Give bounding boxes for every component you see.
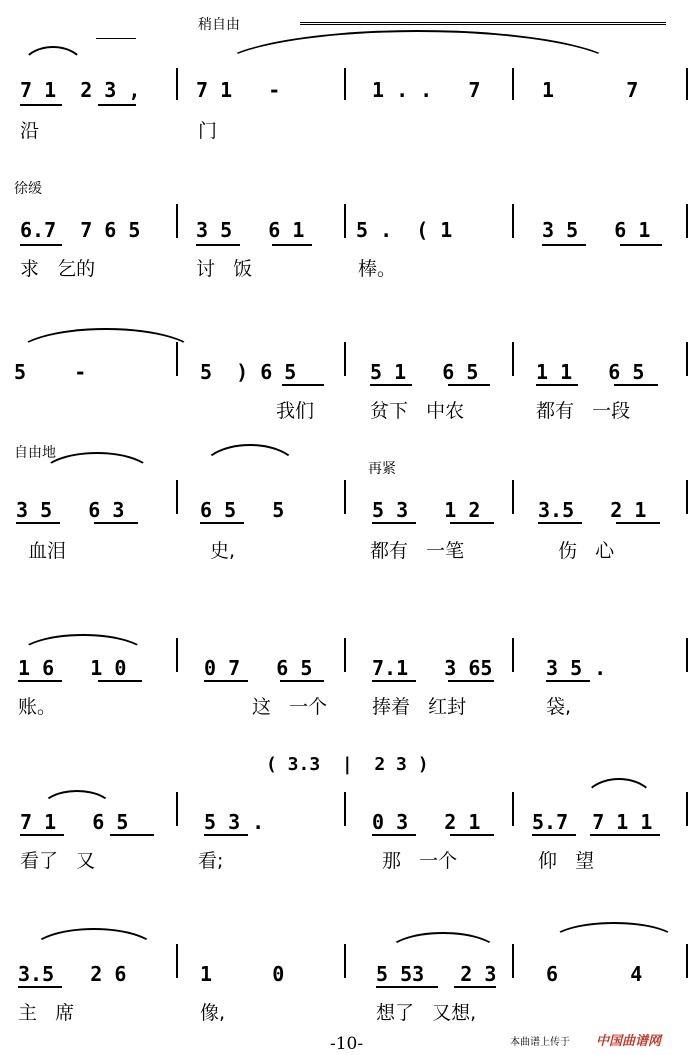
notes-measure: 7.1 3 65 <box>372 656 493 680</box>
beam <box>376 986 438 988</box>
lyric: 血泪 <box>28 540 67 562</box>
notes-measure: 1 1 6 5 <box>536 360 645 384</box>
notes-measure: 7 1 2 3 , <box>20 78 141 102</box>
beam <box>370 384 412 386</box>
lyric: 这 一个 <box>252 696 328 718</box>
beam <box>280 680 324 682</box>
notes-measure: 5 53 2 3 <box>376 962 497 986</box>
beam <box>94 522 138 524</box>
beam <box>546 680 590 682</box>
beam <box>616 522 660 524</box>
beam <box>20 104 62 106</box>
notes-measure: 1 6 1 0 <box>18 656 127 680</box>
notes-measure: 5 3 . <box>204 810 265 834</box>
notes-measure: 5 . ( 1 <box>356 218 453 242</box>
notes-measure: 5 ) 6 5 <box>200 360 297 384</box>
phrase-slur <box>14 328 198 356</box>
barline <box>512 68 514 100</box>
lyric: 求 乞的 <box>20 258 96 280</box>
notes-measure: 6.7 7 6 5 <box>20 218 141 242</box>
lyric: 像, <box>200 1002 226 1024</box>
barline <box>176 68 178 100</box>
lyric: 棒。 <box>358 258 397 280</box>
barline <box>686 792 688 826</box>
notes-measure: 6 4 <box>546 962 643 986</box>
phrase-slur <box>40 452 154 476</box>
beam <box>20 244 62 246</box>
tempo-mark-faster: 再紧 <box>368 461 396 477</box>
beam <box>282 384 324 386</box>
lyric: 沿 <box>20 120 40 142</box>
notes-measure: 5 3 1 2 <box>372 498 481 522</box>
beam <box>196 244 240 246</box>
lyric: 那 一个 <box>382 850 458 872</box>
barline <box>686 638 688 672</box>
barline <box>686 342 688 376</box>
decrescendo-line <box>96 38 136 39</box>
notes-measure: 7 1 - <box>196 78 281 102</box>
beam <box>204 680 248 682</box>
phrase-slur <box>30 928 158 952</box>
notes-measure: 6 5 5 <box>200 498 285 522</box>
barline <box>344 638 346 672</box>
barline <box>344 68 346 100</box>
notes-measure: 5 - <box>14 360 87 384</box>
lyric: 仰 望 <box>538 850 595 872</box>
lyric: 主 席 <box>18 1002 75 1024</box>
beam <box>110 834 154 836</box>
beam <box>16 522 60 524</box>
notes-measure: 5 1 6 5 <box>370 360 479 384</box>
tempo-mark-slow: 徐缓 <box>14 181 42 197</box>
notes-measure: 3.5 2 6 <box>18 962 127 986</box>
barline <box>176 638 178 672</box>
beam <box>450 522 494 524</box>
barline <box>512 204 514 238</box>
lyric: 看了 又 <box>20 850 96 872</box>
barline <box>512 792 514 826</box>
lyric: 贫下 中农 <box>370 400 465 422</box>
beam <box>18 680 62 682</box>
phrase-slur <box>582 778 656 804</box>
barline <box>512 480 514 514</box>
barline <box>344 944 346 978</box>
lyric: 账。 <box>18 696 57 718</box>
beam <box>448 384 490 386</box>
barline <box>344 792 346 826</box>
barline <box>176 944 178 978</box>
beam <box>204 834 248 836</box>
phrase-slur <box>200 444 300 472</box>
beam <box>590 834 660 836</box>
barline <box>686 480 688 514</box>
barline <box>512 944 514 978</box>
barline <box>344 342 346 376</box>
barline <box>176 792 178 826</box>
barline <box>344 480 346 514</box>
beam <box>620 244 662 246</box>
beam <box>542 244 586 246</box>
barline <box>686 204 688 238</box>
lyric: 讨 饭 <box>196 258 253 280</box>
barline <box>176 204 178 238</box>
notes-measure: 1 0 <box>200 962 285 986</box>
beam <box>532 834 576 836</box>
notes-measure: 1 7 <box>542 78 639 102</box>
page-number: -10- <box>330 1034 364 1054</box>
notes-measure: 3 5 . <box>546 656 607 680</box>
barline <box>176 342 178 376</box>
notes-measure: 0 3 2 1 <box>372 810 481 834</box>
barline <box>686 944 688 978</box>
crescendo-line <box>300 22 666 23</box>
lyric: 捧着 红封 <box>372 696 467 718</box>
phrase-slur <box>20 46 86 70</box>
lyric: 史, <box>210 540 236 562</box>
lyric: 门 <box>198 120 218 142</box>
beam <box>538 522 582 524</box>
barline <box>686 68 688 100</box>
beam <box>18 986 62 988</box>
beam <box>200 522 244 524</box>
notes-measure: 3.5 2 1 <box>538 498 647 522</box>
interlude-notes: ( 3.3 | 2 3 ) <box>266 754 429 775</box>
lyric: 都有 一笔 <box>370 540 465 562</box>
barline <box>512 638 514 672</box>
barline <box>176 480 178 514</box>
beam <box>614 384 658 386</box>
notes-measure: 7 1 6 5 <box>20 810 129 834</box>
phrase-slur <box>18 634 148 656</box>
lyric: 袋, <box>546 696 572 718</box>
beam <box>98 680 142 682</box>
barline <box>512 342 514 376</box>
lyric: 都有 一段 <box>536 400 631 422</box>
beam <box>448 680 494 682</box>
beam <box>98 104 136 106</box>
beam <box>272 244 312 246</box>
lyric: 伤 心 <box>558 540 615 562</box>
site-logo: 中国曲谱网 <box>596 1034 662 1049</box>
beam <box>372 680 416 682</box>
lyric: 我们 <box>276 400 315 422</box>
beam <box>536 384 578 386</box>
notes-measure: 3 5 6 3 <box>16 498 125 522</box>
phrase-slur <box>40 790 114 810</box>
phrase-slur <box>386 932 500 954</box>
lyric: 想了 又想, <box>376 1002 477 1024</box>
notes-measure: 3 5 6 1 <box>542 218 651 242</box>
notes-measure: 3 5 6 1 <box>196 218 305 242</box>
phrase-slur <box>214 30 622 72</box>
notes-measure: 0 7 6 5 <box>204 656 313 680</box>
lyric: 看; <box>198 850 224 872</box>
notes-measure: 1 . . 7 <box>372 78 481 102</box>
tempo-mark-free: 自由地 <box>14 445 56 461</box>
barline <box>344 204 346 238</box>
tempo-mark-slightly-free: 稍自由 <box>198 17 240 33</box>
beam <box>454 986 496 988</box>
beam <box>20 834 64 836</box>
crescendo-line <box>300 24 666 25</box>
beam <box>450 834 494 836</box>
beam <box>372 522 416 524</box>
upload-credit: 本曲谱上传于 <box>510 1037 570 1048</box>
beam <box>372 834 416 836</box>
notes-measure: 5.7 7 1 1 <box>532 810 653 834</box>
phrase-slur <box>550 922 678 942</box>
